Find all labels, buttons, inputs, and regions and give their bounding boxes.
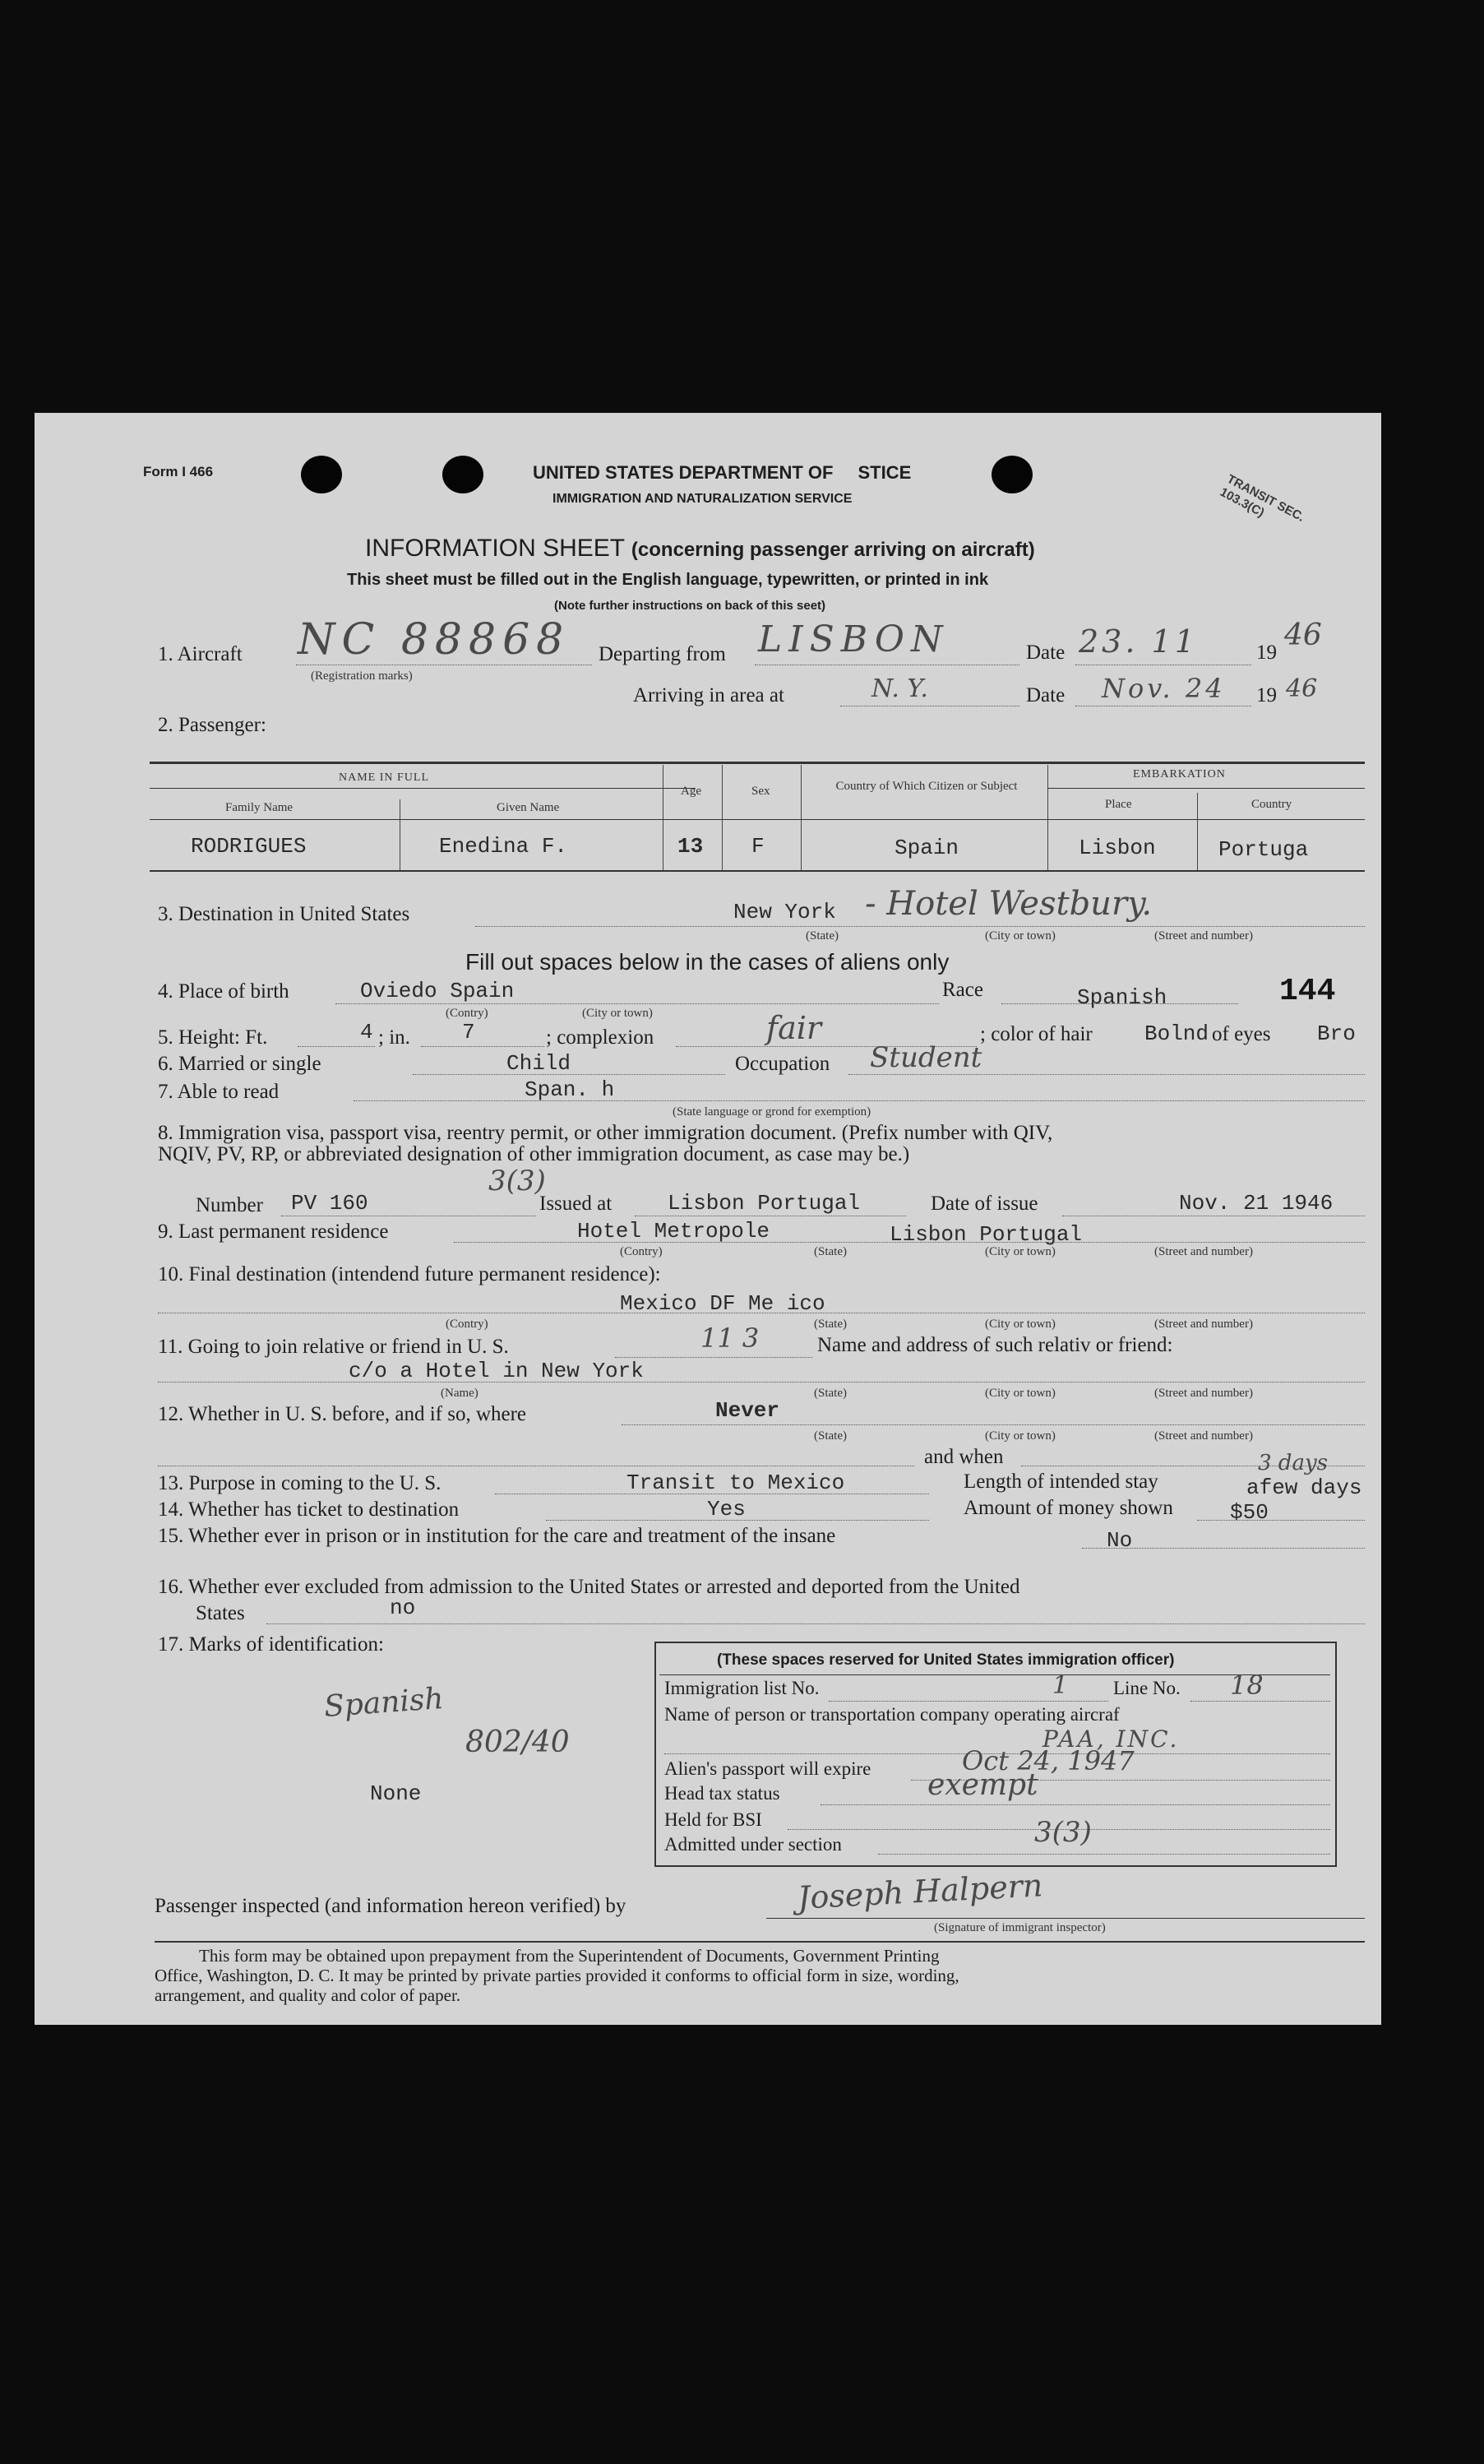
before-label: 12. Whether in U. S. before, and if so, where [158, 1403, 527, 1425]
department-name: UNITED STATES DEPARTMENT OF STICE [533, 462, 912, 483]
read-value: Span. h [525, 1077, 615, 1102]
caption: (Street and number) [1154, 1387, 1253, 1400]
excluded-label-2: States [196, 1602, 245, 1624]
punch-hole [301, 456, 342, 493]
marks-hand-2: 802/40 [465, 1725, 570, 1759]
marks-value: None [370, 1781, 422, 1806]
visa-label-2: NQIV, PV, RP, or abbreviated designation of other immigration document, as case may be.) [158, 1143, 910, 1165]
height-label: 5. Height: Ft. [158, 1026, 268, 1049]
complexion-value: fair [766, 1010, 822, 1046]
country-header: Country [1251, 798, 1292, 811]
punch-hole [442, 456, 483, 493]
money-label: Amount of money shown [964, 1497, 1173, 1519]
join-hand: 11 3 [700, 1322, 760, 1354]
race-value: Spanish [1077, 985, 1167, 1010]
caption: (Street and number) [1154, 1429, 1253, 1443]
passenger-label: 2. Passenger: [158, 714, 266, 736]
caption: (City or town) [582, 1007, 653, 1020]
arriving-value: N. Y. [871, 674, 928, 703]
height-in: 7 [462, 1020, 475, 1044]
caption: (State) [814, 1429, 847, 1443]
passport-value: Oct 24, 1947 [962, 1745, 1135, 1776]
final-label: 10. Final destination (intendend future permanent residence): [158, 1263, 661, 1285]
tax-label: Head tax status [664, 1783, 780, 1804]
date2-value: Nov. 24 [1102, 673, 1226, 704]
given-name-header: Given Name [497, 801, 560, 814]
date2-year-prefix: 19 [1256, 684, 1277, 706]
aircraft-label: 1. Aircraft [158, 643, 243, 665]
caption: (City or town) [985, 1245, 1056, 1258]
visa-hand: 3(3) [488, 1165, 546, 1197]
form-number: Form I 466 [143, 464, 214, 479]
visa-label-1: 8. Immigration visa, passport visa, reentry permit, or other immigration document. (Prefix number with QIV, [158, 1122, 1053, 1144]
caption: (State) [814, 1245, 847, 1258]
hair-label: ; color of hair [980, 1023, 1093, 1045]
stay-hand: 3 days [1258, 1451, 1328, 1475]
caption: (State) [814, 1387, 847, 1400]
join-value: c/o a Hotel in New York [349, 1359, 644, 1383]
embarkation-header: EMBARKATION [1133, 768, 1226, 780]
birth-value: Oviedo Spain [360, 979, 515, 1003]
complexion-label: ; complexion [546, 1026, 654, 1049]
officer-box-title: (These spaces reserved for United States immigration officer) [717, 1651, 1175, 1669]
officer-box [654, 1642, 1337, 1867]
caption: (Contry) [446, 1318, 488, 1331]
record-number-stamp: 144 [1279, 974, 1336, 1009]
admitted-value: 3(3) [1034, 1816, 1092, 1849]
page-title: INFORMATION SHEET (concerning passenger arriving on aircraft) [365, 535, 1035, 562]
eyes-value: Bro [1317, 1021, 1356, 1046]
issued-label: Issued at [539, 1193, 613, 1215]
residence-label: 9. Last permanent residence [158, 1220, 389, 1243]
before-when-label: and when [924, 1446, 1004, 1468]
ticket-value: Yes [707, 1497, 746, 1521]
occupation-value: Student [870, 1041, 982, 1074]
date2-label: Date [1026, 684, 1066, 706]
join-label: 11. Going to join relative or friend in U. S. [158, 1336, 509, 1358]
before-value: Never [715, 1398, 780, 1423]
date1-label: Date [1026, 641, 1066, 664]
height-in-label: ; in. [378, 1026, 410, 1049]
aircraft-value: NC 88868 [298, 615, 571, 665]
service-name: IMMIGRATION AND NATURALIZATION SERVICE [552, 492, 853, 506]
caption: (Contry) [620, 1245, 663, 1258]
read-label: 7. Able to read [158, 1081, 280, 1103]
family-name-header: Family Name [225, 801, 294, 814]
instruction-text: This sheet must be filled out in the English language, typewritten, or printed in ink [347, 571, 989, 589]
stay-label: Length of intended stay [964, 1471, 1158, 1493]
country-cell: Portuga [1218, 837, 1309, 862]
departing-label: Departing from [599, 643, 726, 665]
stay-value: afew days [1246, 1475, 1362, 1500]
destination-label: 3. Destination in United States [158, 903, 410, 925]
visa-number-value: PV 160 [291, 1191, 368, 1216]
age-header: Age [681, 785, 701, 798]
given-name-cell: Enedina F. [439, 834, 568, 859]
place-header: Place [1105, 798, 1132, 811]
destination-hand: - Hotel Westbury. [865, 885, 1153, 923]
caption: (Name) [441, 1387, 478, 1400]
marks-hand-1: Spanish [322, 1681, 445, 1725]
inspected-label: Passenger inspected (and information hereon verified) by [155, 1895, 626, 1917]
married-value: Child [506, 1051, 571, 1076]
citizen-header: Country of Which Citizen or Subject [835, 780, 1018, 793]
caption: (City or town) [985, 1318, 1056, 1331]
eyes-label: of eyes [1212, 1023, 1271, 1045]
visa-number-label: Number [196, 1194, 263, 1216]
place-cell: Lisbon [1079, 836, 1156, 860]
caption: (Street and number) [1154, 1318, 1253, 1331]
marks-label: 17. Marks of identification: [158, 1633, 384, 1656]
excluded-value: no [390, 1596, 416, 1620]
arriving-label: Arriving in area at [633, 684, 784, 706]
document-page [35, 413, 1381, 2025]
height-ft: 4 [360, 1020, 373, 1044]
line-value: 18 [1230, 1670, 1264, 1701]
hair-value: Bolnd [1144, 1021, 1209, 1046]
final-value: Mexico DF Me ico [620, 1291, 825, 1316]
line-label: Line No. [1113, 1678, 1181, 1698]
residence-value-1: Hotel Metropole [577, 1219, 770, 1244]
date1-value: 23. 11 [1079, 623, 1198, 660]
purpose-label: 13. Purpose in coming to the U. S. [158, 1472, 442, 1494]
footer-line-1: This form may be obtained upon prepayment from the Superintendent of Documents, Government Printing [199, 1946, 940, 1966]
footer-line-2: Office, Washington, D. C. It may be printed by private parties provided it conforms to official form in size, wording, [155, 1966, 959, 1985]
excluded-label-1: 16. Whether ever excluded from admission to the United States or arrested and deported from the United [158, 1576, 1020, 1598]
issue-date-value: Nov. 21 1946 [1179, 1191, 1334, 1216]
footer-line-3: arrangement, and quality and color of paper. [155, 1985, 461, 2005]
caption: (Street and number) [1154, 929, 1253, 943]
name-in-full-header: NAME IN FULL [339, 771, 429, 784]
age-cell: 13 [677, 834, 704, 859]
occupation-label: Occupation [735, 1053, 830, 1075]
prison-value: No [1107, 1528, 1133, 1553]
date1-year: 46 [1284, 618, 1322, 652]
destination-value: New York [733, 900, 836, 924]
caption: (Street and number) [1154, 1245, 1253, 1258]
married-label: 6. Married or single [158, 1053, 321, 1075]
admitted-label: Admitted under section [664, 1834, 842, 1855]
note-text: (Note further instructions on back of this seet) [554, 599, 826, 613]
sex-header: Sex [751, 785, 770, 798]
transit-stamp: TRANSIT SEC. 103.3(C) [1218, 471, 1307, 525]
caption: (State language or grond for exemption) [673, 1105, 871, 1119]
punch-hole [992, 456, 1033, 493]
residence-value-2: Lisbon Portugal [890, 1222, 1083, 1247]
signature-caption: (Signature of immigrant inspector) [934, 1921, 1106, 1934]
operator-value: PAA, INC. [1042, 1725, 1180, 1753]
operator-label: Name of person or transportation company operating aircraf [664, 1704, 1120, 1725]
registration-caption: (Registration marks) [311, 669, 413, 683]
date1-year-prefix: 19 [1256, 641, 1277, 664]
bsi-label: Held for BSI [664, 1809, 762, 1830]
date2-year: 46 [1286, 674, 1318, 703]
family-name-cell: RODRIGUES [191, 834, 307, 859]
caption: (State) [814, 1318, 847, 1331]
money-value: $50 [1230, 1500, 1269, 1525]
citizen-cell: Spain [895, 836, 959, 860]
issued-value: Lisbon Portugal [668, 1191, 861, 1216]
prison-label: 15. Whether ever in prison or in institution for the care and treatment of the insane [158, 1525, 836, 1547]
caption: (City or town) [985, 1429, 1056, 1443]
birth-label: 4. Place of birth [158, 980, 289, 1003]
list-label: Immigration list No. [664, 1678, 820, 1698]
caption: (City or town) [985, 1387, 1056, 1400]
caption: (State) [806, 929, 839, 943]
ticket-label: 14. Whether has ticket to destination [158, 1498, 460, 1521]
issue-date-label: Date of issue [931, 1193, 1038, 1215]
aliens-heading: Fill out spaces below in the cases of aliens only [465, 949, 950, 975]
passport-label: Alien's passport will expire [664, 1758, 871, 1779]
purpose-value: Transit to Mexico [626, 1471, 845, 1495]
caption: (Contry) [446, 1007, 488, 1020]
tax-value: exempt [927, 1768, 1038, 1802]
race-label: Race [942, 979, 983, 1001]
caption: (City or town) [985, 929, 1056, 943]
sex-cell: F [751, 834, 765, 859]
list-value: 1 [1052, 1671, 1069, 1700]
inspector-signature: Joseph Halpern [797, 1867, 1044, 1916]
join-name-label: Name and address of such relativ or friend: [817, 1334, 1173, 1356]
departing-value: LISBON [758, 618, 950, 660]
